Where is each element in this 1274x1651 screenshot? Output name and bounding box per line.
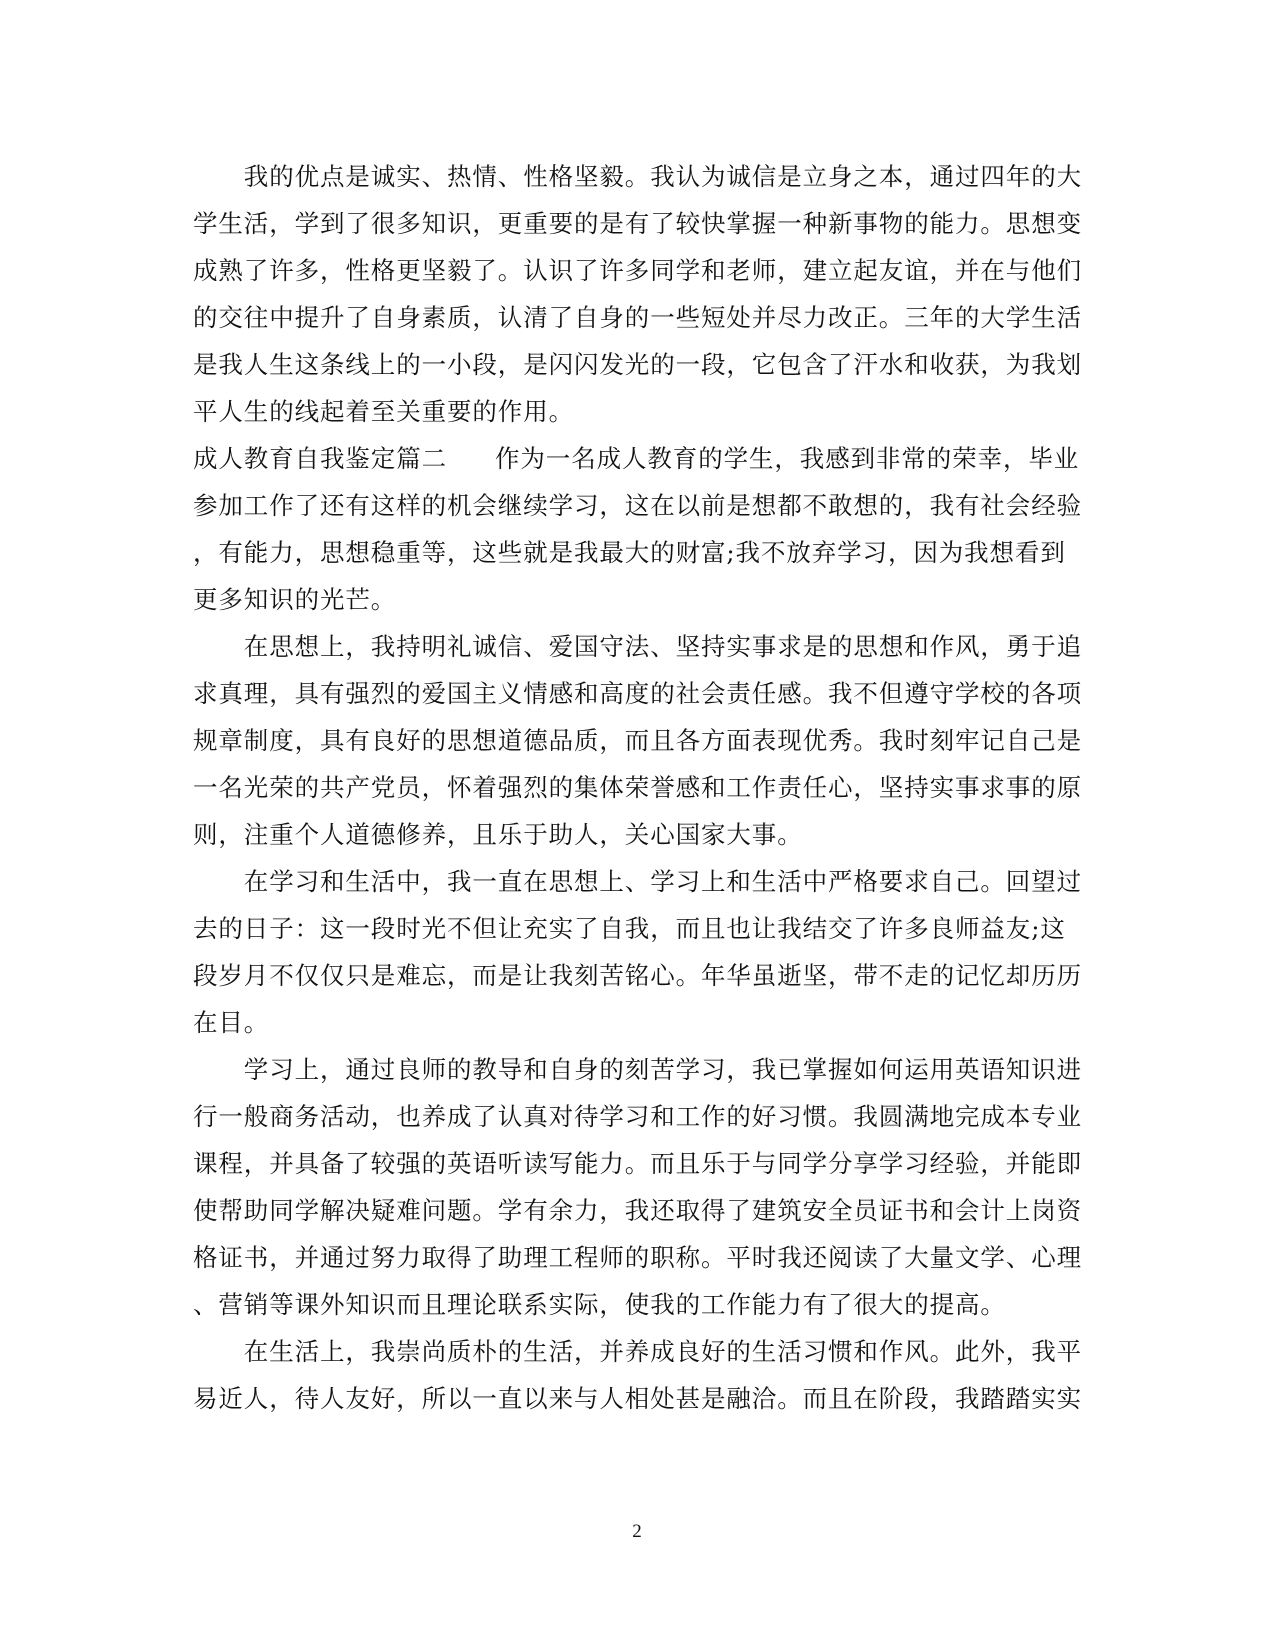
body-text-line: 的交往中提升了自身素质，认清了自身的一些短处并尽力改正。三年的大学生活 bbox=[193, 303, 1082, 332]
body-text-line: 段岁月不仅仅只是难忘，而是让我刻苦铭心。年华虽逝坚，带不走的记忆却历历 bbox=[193, 961, 1082, 990]
body-text-line: 求真理，具有强烈的爱国主义情感和高度的社会责任感。我不但遵守学校的各项 bbox=[193, 679, 1082, 708]
section-heading-line bbox=[193, 444, 1079, 474]
body-text-line: 是我人生这条线上的一小段，是闪闪发光的一段，它包含了汗水和收获，为我划 bbox=[193, 350, 1082, 379]
body-text-line: 使帮助同学解决疑难问题。学有余力，我还取得了建筑安全员证书和会计上岗资 bbox=[193, 1196, 1082, 1225]
body-text-line: 一名光荣的共产党员，怀着强烈的集体荣誉感和工作责任心，坚持实事求事的原 bbox=[193, 773, 1082, 802]
body-text-line: 、营销等课外知识而且理论联系实际，使我的工作能力有了很大的提高。 bbox=[193, 1290, 1006, 1319]
section-heading: 成人教育自我鉴定篇二 bbox=[193, 444, 447, 473]
body-text-line: 行一般商务活动，也养成了认真对待学习和工作的好习惯。我圆满地完成本专业 bbox=[193, 1102, 1082, 1131]
body-text-line: 在生活上，我崇尚质朴的生活，并养成良好的生活习惯和作风。此外，我平 bbox=[193, 1337, 1082, 1366]
body-text-line: 格证书，并通过努力取得了助理工程师的职称。平时我还阅读了大量文学、心理 bbox=[193, 1243, 1082, 1272]
body-text-line: 则，注重个人道德修养，且乐于助人，关心国家大事。 bbox=[193, 820, 803, 849]
body-text-line: 参加工作了还有这样的机会继续学习，这在以前是想都不敢想的，我有社会经验 bbox=[193, 491, 1082, 520]
section-first-line: 作为一名成人教育的学生，我感到非常的荣幸，毕业 bbox=[495, 444, 1080, 473]
body-text-line: 规章制度，具有良好的思想道德品质，而且各方面表现优秀。我时刻牢记自己是 bbox=[193, 726, 1082, 755]
body-text-line: ，有能力，思想稳重等，这些就是我最大的财富;我不放弃学习，因为我想看到 bbox=[193, 538, 1066, 567]
page-number: 2 bbox=[632, 1521, 642, 1542]
body-text-line: 更多知识的光芒。 bbox=[193, 585, 397, 614]
body-text-line: 在思想上，我持明礼诚信、爱国守法、坚持实事求是的思想和作风，勇于追 bbox=[193, 632, 1082, 661]
body-text-line: 成熟了许多，性格更坚毅了。认识了许多同学和老师，建立起友谊，并在与他们 bbox=[193, 256, 1082, 285]
body-text-line: 去的日子：这一段时光不但让充实了自我，而且也让我结交了许多良师益友;这 bbox=[193, 914, 1066, 943]
body-text-line: 在学习和生活中，我一直在思想上、学习上和生活中严格要求自己。回望过 bbox=[193, 867, 1082, 896]
body-text-line: 平人生的线起着至关重要的作用。 bbox=[193, 397, 574, 426]
body-text-line: 在目。 bbox=[193, 1008, 270, 1037]
body-text-line: 学生活，学到了很多知识，更重要的是有了较快掌握一种新事物的能力。思想变 bbox=[193, 209, 1082, 238]
body-text-line: 课程，并具备了较强的英语听读写能力。而且乐于与同学分享学习经验，并能即 bbox=[193, 1149, 1082, 1178]
body-text-line: 易近人，待人友好，所以一直以来与人相处甚是融洽。而且在阶段，我踏踏实实 bbox=[193, 1384, 1082, 1413]
body-text-line: 我的优点是诚实、热情、性格坚毅。我认为诚信是立身之本，通过四年的大 bbox=[193, 162, 1082, 191]
body-text-line: 学习上，通过良师的教导和自身的刻苦学习，我已掌握如何运用英语知识进 bbox=[193, 1055, 1082, 1084]
